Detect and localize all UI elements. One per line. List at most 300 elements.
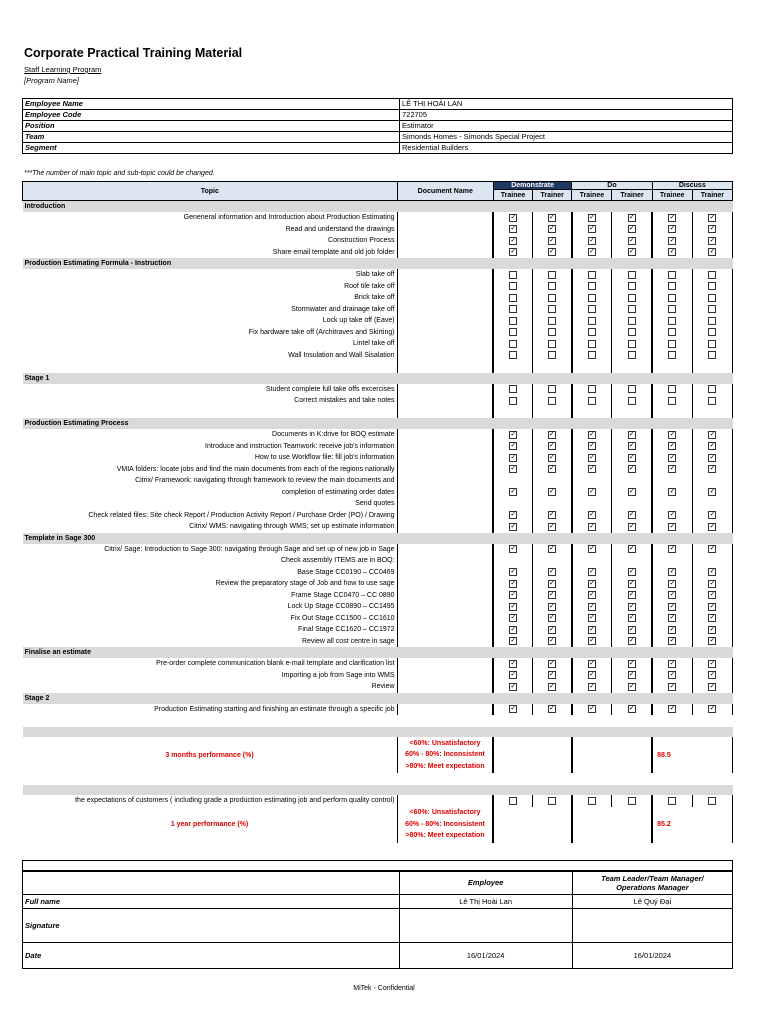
check-cell <box>493 704 532 716</box>
checkbox[interactable] <box>668 580 676 588</box>
performance-row <box>23 807 733 843</box>
checkbox[interactable] <box>509 225 517 233</box>
document-cell <box>397 281 493 293</box>
employee-signature[interactable] <box>399 909 572 943</box>
checkbox[interactable] <box>548 397 556 405</box>
checkbox[interactable] <box>509 214 517 222</box>
checkbox[interactable] <box>548 465 556 473</box>
checkbox[interactable] <box>668 271 676 279</box>
checkbox[interactable] <box>628 523 636 531</box>
checkbox[interactable] <box>628 317 636 325</box>
topic-row <box>23 704 733 716</box>
checkbox[interactable] <box>668 705 676 713</box>
checkbox[interactable] <box>708 580 716 588</box>
checkbox[interactable] <box>548 580 556 588</box>
topic-row <box>23 304 733 316</box>
checkbox[interactable] <box>708 626 716 634</box>
checkbox[interactable] <box>509 465 517 473</box>
checkbox[interactable] <box>548 545 556 553</box>
check-cell <box>572 590 612 602</box>
topic-text: Check assembly ITEMS are in BOQ: <box>280 557 395 565</box>
employee-header: Employee <box>399 871 572 895</box>
checkbox[interactable] <box>588 671 596 679</box>
checkbox[interactable] <box>509 705 517 713</box>
checkbox[interactable] <box>588 568 596 576</box>
document-cell <box>397 670 493 682</box>
checkbox[interactable] <box>668 225 676 233</box>
section-title: Finalise an estimate <box>23 647 733 658</box>
check-cell <box>652 795 692 807</box>
document-cell <box>397 567 493 579</box>
topic-text: Citrix/ Framework: navigating through framework to review the main documents and <box>135 477 395 485</box>
checkbox[interactable] <box>509 248 517 256</box>
checkbox[interactable] <box>588 397 596 405</box>
checkbox[interactable] <box>588 271 596 279</box>
checkbox[interactable] <box>588 385 596 393</box>
document-cell <box>397 555 493 567</box>
checkbox[interactable] <box>588 660 596 668</box>
checkbox[interactable] <box>708 237 716 245</box>
topic-row <box>23 681 733 693</box>
checkbox[interactable] <box>628 271 636 279</box>
checkbox[interactable] <box>708 511 716 519</box>
topic-row <box>23 601 733 613</box>
empty-cell <box>612 498 652 510</box>
empty-cell <box>572 407 612 419</box>
checkbox[interactable] <box>668 340 676 348</box>
topic-row <box>23 384 733 396</box>
checkbox[interactable] <box>548 511 556 519</box>
checkbox[interactable] <box>628 637 636 645</box>
checkbox[interactable] <box>708 248 716 256</box>
checkbox[interactable] <box>548 248 556 256</box>
checkbox[interactable] <box>548 637 556 645</box>
checkbox[interactable] <box>708 705 716 713</box>
manager-signature[interactable] <box>572 909 732 943</box>
check-cell <box>493 521 532 533</box>
checkbox[interactable] <box>509 328 517 336</box>
checkbox[interactable] <box>628 465 636 473</box>
empty-cell <box>652 407 692 419</box>
checkbox[interactable] <box>548 488 556 496</box>
info-value: Simonds Homes - Simonds Special Project <box>400 132 733 143</box>
discuss-header: Discuss <box>652 182 732 190</box>
checkbox[interactable] <box>509 660 517 668</box>
checkbox[interactable] <box>588 637 596 645</box>
checkbox[interactable] <box>628 580 636 588</box>
checkbox[interactable] <box>708 591 716 599</box>
checkbox[interactable] <box>509 488 517 496</box>
empty-cell <box>692 407 732 419</box>
checkbox[interactable] <box>628 797 636 805</box>
checkbox[interactable] <box>708 328 716 336</box>
checkbox[interactable] <box>628 294 636 302</box>
checkbox[interactable] <box>668 660 676 668</box>
manager-header-line1: Team Leader/Team Manager/ <box>601 873 704 883</box>
manager-name: Lê Quý Đại <box>572 895 732 909</box>
checkbox[interactable] <box>548 603 556 611</box>
checkbox[interactable] <box>668 351 676 359</box>
checkbox[interactable] <box>628 351 636 359</box>
checkbox[interactable] <box>509 442 517 450</box>
checkbox[interactable] <box>708 488 716 496</box>
check-cell <box>652 235 692 247</box>
checkbox[interactable] <box>708 603 716 611</box>
topic-text: Construction Process <box>328 237 395 245</box>
checkbox[interactable] <box>509 282 517 290</box>
check-cell <box>692 487 732 499</box>
checkbox[interactable] <box>628 603 636 611</box>
signoff-table <box>22 860 733 969</box>
checkbox[interactable] <box>668 294 676 302</box>
empty-cell <box>692 555 732 567</box>
topic-text: Pre-order complete communication blank e-mail template and clarification list <box>156 660 395 668</box>
checkbox[interactable] <box>668 237 676 245</box>
checkbox[interactable] <box>548 660 556 668</box>
topic-row <box>23 544 733 556</box>
checkbox[interactable] <box>509 351 517 359</box>
checkbox[interactable] <box>708 351 716 359</box>
topic-text: Frame Stage CC0470 – CC 0890 <box>291 591 395 599</box>
checkbox[interactable] <box>588 305 596 313</box>
check-cell <box>572 658 612 670</box>
checkbox[interactable] <box>588 580 596 588</box>
page-title: Corporate Practical Training Material <box>24 46 243 60</box>
checkbox[interactable] <box>668 328 676 336</box>
checkbox[interactable] <box>548 237 556 245</box>
checkbox[interactable] <box>668 603 676 611</box>
checkbox[interactable] <box>708 797 716 805</box>
checkbox[interactable] <box>588 603 596 611</box>
checkbox[interactable] <box>628 626 636 634</box>
checkbox[interactable] <box>588 351 596 359</box>
empty-cell <box>493 737 571 773</box>
checkbox[interactable] <box>548 271 556 279</box>
checkbox[interactable] <box>708 340 716 348</box>
check-cell <box>572 327 612 339</box>
checkbox[interactable] <box>509 305 517 313</box>
checkbox[interactable] <box>548 431 556 439</box>
checkbox[interactable] <box>668 442 676 450</box>
checkbox[interactable] <box>668 545 676 553</box>
check-cell <box>572 670 612 682</box>
checkbox[interactable] <box>588 214 596 222</box>
empty-cell <box>533 361 572 373</box>
program-name: [Program Name] <box>24 76 80 85</box>
checkbox[interactable] <box>668 683 676 691</box>
topic-row <box>23 475 733 487</box>
scale-meet: >80%: Meet expectation <box>405 832 485 840</box>
check-cell <box>612 613 652 625</box>
checkbox[interactable] <box>588 454 596 462</box>
check-cell <box>533 315 572 327</box>
checkbox[interactable] <box>509 340 517 348</box>
check-cell <box>493 395 532 407</box>
checkbox[interactable] <box>628 340 636 348</box>
checkbox[interactable] <box>509 271 517 279</box>
checkbox[interactable] <box>628 454 636 462</box>
checkbox[interactable] <box>588 545 596 553</box>
checkbox[interactable] <box>588 294 596 302</box>
checkbox[interactable] <box>628 328 636 336</box>
topic-text: Citrix/ Sage: Introduction to Sage 300: navigating through Sage and set up of new job in Sage <box>104 545 395 553</box>
checkbox[interactable] <box>628 248 636 256</box>
checkbox[interactable] <box>668 626 676 634</box>
checkbox[interactable] <box>548 340 556 348</box>
topic-row <box>23 658 733 670</box>
checkbox[interactable] <box>548 683 556 691</box>
checkbox[interactable] <box>628 671 636 679</box>
check-cell <box>652 452 692 464</box>
checkbox[interactable] <box>708 614 716 622</box>
check-cell <box>533 235 572 247</box>
checkbox[interactable] <box>548 626 556 634</box>
checkbox[interactable] <box>628 225 636 233</box>
checkbox[interactable] <box>588 511 596 519</box>
checkbox[interactable] <box>509 637 517 645</box>
checkbox[interactable] <box>668 248 676 256</box>
checkbox[interactable] <box>708 385 716 393</box>
checkbox[interactable] <box>628 511 636 519</box>
check-cell <box>652 590 692 602</box>
checkbox[interactable] <box>668 397 676 405</box>
checkbox[interactable] <box>548 671 556 679</box>
checkbox[interactable] <box>548 294 556 302</box>
checkbox[interactable] <box>628 431 636 439</box>
topic-text: Documents in K:drive for BOQ estimate <box>272 431 395 439</box>
checkbox[interactable] <box>509 683 517 691</box>
checkbox[interactable] <box>668 385 676 393</box>
checkbox[interactable] <box>668 568 676 576</box>
checkbox[interactable] <box>708 454 716 462</box>
check-cell <box>572 681 612 693</box>
manager-header <box>572 871 732 895</box>
checkbox[interactable] <box>588 237 596 245</box>
check-cell <box>692 670 732 682</box>
checkbox[interactable] <box>628 591 636 599</box>
checkbox[interactable] <box>628 705 636 713</box>
check-cell <box>493 235 532 247</box>
checkbox[interactable] <box>628 282 636 290</box>
document-cell <box>397 624 493 636</box>
checkbox[interactable] <box>708 294 716 302</box>
checkbox[interactable] <box>548 797 556 805</box>
checkbox[interactable] <box>509 580 517 588</box>
checkbox[interactable] <box>509 614 517 622</box>
checkbox[interactable] <box>588 282 596 290</box>
checkbox[interactable] <box>509 797 517 805</box>
checkbox[interactable] <box>708 431 716 439</box>
check-cell <box>493 567 532 579</box>
checkbox[interactable] <box>548 282 556 290</box>
checkbox[interactable] <box>588 225 596 233</box>
checkbox[interactable] <box>548 568 556 576</box>
checkbox[interactable] <box>628 305 636 313</box>
checkbox[interactable] <box>628 214 636 222</box>
checkbox[interactable] <box>628 614 636 622</box>
section-title: Stage 2 <box>23 693 733 704</box>
checkbox[interactable] <box>668 797 676 805</box>
checkbox[interactable] <box>588 442 596 450</box>
check-cell <box>572 247 612 259</box>
checkbox[interactable] <box>668 511 676 519</box>
checkbox[interactable] <box>668 591 676 599</box>
checkbox[interactable] <box>628 385 636 393</box>
checkbox[interactable] <box>668 614 676 622</box>
checkbox[interactable] <box>548 705 556 713</box>
topic-row <box>23 521 733 533</box>
topic-row <box>23 624 733 636</box>
checkbox[interactable] <box>509 511 517 519</box>
spacer-row <box>23 785 733 795</box>
checkbox[interactable] <box>548 591 556 599</box>
checkbox[interactable] <box>509 237 517 245</box>
check-cell <box>533 681 572 693</box>
checkbox[interactable] <box>708 305 716 313</box>
checkbox[interactable] <box>628 545 636 553</box>
checkbox[interactable] <box>588 614 596 622</box>
document-cell <box>397 384 493 396</box>
checkbox[interactable] <box>668 488 676 496</box>
topic-row <box>23 269 733 281</box>
checkbox[interactable] <box>588 328 596 336</box>
empty-cell <box>493 407 532 419</box>
checkbox[interactable] <box>588 465 596 473</box>
check-cell <box>652 441 692 453</box>
checkbox[interactable] <box>548 328 556 336</box>
info-label: Position <box>23 121 400 132</box>
check-cell <box>533 327 572 339</box>
checkbox[interactable] <box>588 317 596 325</box>
checkbox[interactable] <box>588 626 596 634</box>
checkbox[interactable] <box>509 317 517 325</box>
checkbox[interactable] <box>668 671 676 679</box>
checkbox[interactable] <box>509 523 517 531</box>
checkbox[interactable] <box>628 488 636 496</box>
section-row <box>23 258 733 269</box>
checkbox[interactable] <box>548 351 556 359</box>
checkbox[interactable] <box>548 614 556 622</box>
checkbox[interactable] <box>668 305 676 313</box>
checkbox[interactable] <box>588 705 596 713</box>
checkbox[interactable] <box>628 237 636 245</box>
checkbox[interactable] <box>548 523 556 531</box>
checkbox[interactable] <box>628 397 636 405</box>
checkbox[interactable] <box>628 442 636 450</box>
checkbox[interactable] <box>548 225 556 233</box>
checkbox[interactable] <box>509 294 517 302</box>
checkbox[interactable] <box>548 305 556 313</box>
empty-cell <box>612 475 652 487</box>
checkbox[interactable] <box>708 442 716 450</box>
checkbox[interactable] <box>588 248 596 256</box>
checkbox[interactable] <box>548 385 556 393</box>
checkbox[interactable] <box>708 214 716 222</box>
topic-text: Read and understand the drawings <box>285 225 395 233</box>
checkbox[interactable] <box>708 671 716 679</box>
checkbox[interactable] <box>509 397 517 405</box>
checkbox[interactable] <box>668 431 676 439</box>
info-row <box>23 143 733 154</box>
checkbox[interactable] <box>588 797 596 805</box>
checkbox[interactable] <box>588 340 596 348</box>
checkbox[interactable] <box>509 545 517 553</box>
checkbox[interactable] <box>588 683 596 691</box>
checkbox[interactable] <box>509 591 517 599</box>
spacer-cell <box>23 727 733 737</box>
checkbox[interactable] <box>548 317 556 325</box>
checkbox[interactable] <box>668 282 676 290</box>
topic-text: Roof tile take off <box>344 282 395 290</box>
checkbox[interactable] <box>628 568 636 576</box>
checkbox[interactable] <box>509 454 517 462</box>
checkbox[interactable] <box>708 523 716 531</box>
checkbox[interactable] <box>548 214 556 222</box>
checkbox[interactable] <box>668 637 676 645</box>
checkbox[interactable] <box>708 660 716 668</box>
checkbox[interactable] <box>509 603 517 611</box>
checkbox[interactable] <box>588 431 596 439</box>
checkbox[interactable] <box>548 442 556 450</box>
checkbox[interactable] <box>708 271 716 279</box>
checkbox[interactable] <box>588 523 596 531</box>
checkbox[interactable] <box>708 637 716 645</box>
check-cell <box>493 441 532 453</box>
checkbox[interactable] <box>628 660 636 668</box>
checkbox[interactable] <box>708 568 716 576</box>
check-cell <box>533 704 572 716</box>
topic-text: How to use Workflow file: fill job's information <box>254 454 395 462</box>
checkbox[interactable] <box>708 683 716 691</box>
checkbox[interactable] <box>668 317 676 325</box>
checkbox[interactable] <box>668 465 676 473</box>
check-cell <box>612 247 652 259</box>
checkbox[interactable] <box>668 214 676 222</box>
checkbox[interactable] <box>509 568 517 576</box>
check-cell <box>572 487 612 499</box>
topic-row <box>23 429 733 441</box>
checkbox[interactable] <box>509 626 517 634</box>
document-cell <box>397 292 493 304</box>
checkbox[interactable] <box>588 488 596 496</box>
checkbox[interactable] <box>708 317 716 325</box>
check-cell <box>572 292 612 304</box>
checkbox[interactable] <box>509 671 517 679</box>
check-cell <box>612 795 652 807</box>
checkbox[interactable] <box>509 385 517 393</box>
document-cell <box>397 441 493 453</box>
check-cell <box>572 212 612 224</box>
checkbox[interactable] <box>509 431 517 439</box>
topic-text: Correct mistakes and take notes <box>294 397 395 405</box>
checkbox[interactable] <box>668 454 676 462</box>
checkbox[interactable] <box>588 591 596 599</box>
document-cell <box>397 212 493 224</box>
checkbox[interactable] <box>708 545 716 553</box>
empty-cell <box>533 555 572 567</box>
checkbox[interactable] <box>708 282 716 290</box>
checkbox[interactable] <box>628 683 636 691</box>
topic-row <box>23 395 733 407</box>
checkbox[interactable] <box>708 225 716 233</box>
check-cell <box>692 795 732 807</box>
checkbox[interactable] <box>548 454 556 462</box>
checkbox[interactable] <box>708 465 716 473</box>
checkbox[interactable] <box>668 523 676 531</box>
checkbox[interactable] <box>708 397 716 405</box>
topic-text: Lock Up Stage CC0890 – CC1495 <box>287 603 395 611</box>
topic-text: Geneneral information and Introduction about Production Estimating <box>183 214 395 222</box>
